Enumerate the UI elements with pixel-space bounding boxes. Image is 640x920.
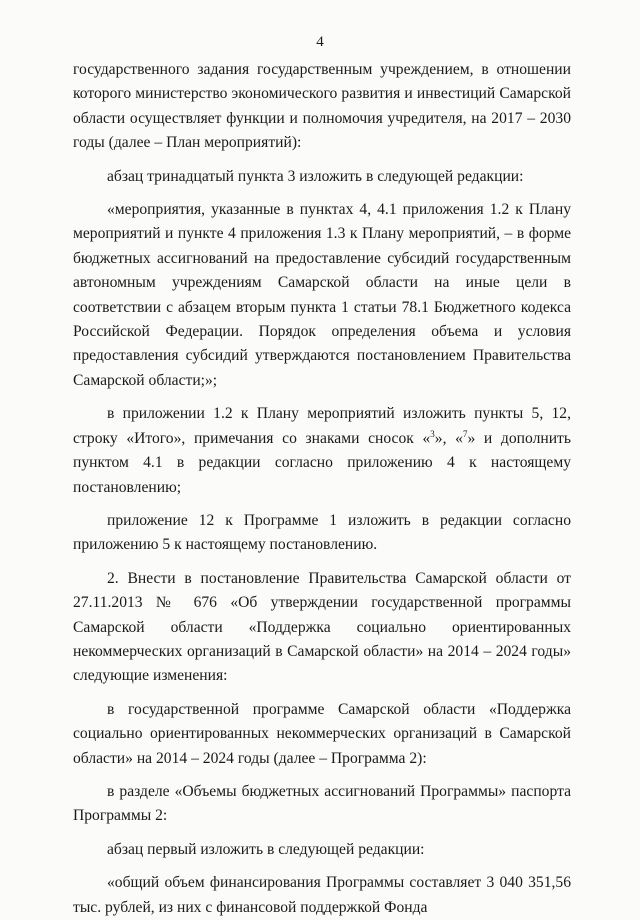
paragraph-4-part-3: » и дополнить пунктом 4.1 в редакции согласно приложению 4 к настоящему постановлению; <box>73 429 571 496</box>
paragraph-4-part-1: в приложении 1.2 к Плану мероприятий изложить пункты 5, 12, строку «Итого», примечания со знаками сносок « <box>73 405 571 447</box>
paragraph-3: «мероприятия, указанные в пунктах 4, 4.1 приложения 1.2 к Плану мероприятий и пункте 4 приложения 1.3 к Плану мероприятий, – в форме бюджетных ассигнований на предоставление субсидий государственным автономным учреждениям Самарской области на иные цели в соответствии с абзацем вторым пункта 1 статьи 78.1 Бюджетного кодекса Российской Федерации. Порядок определения объема и условия предоставления субсидий утверждаются постановлением Правительства Самарской области;»; <box>73 201 571 389</box>
paragraph-9: абзац первый изложить в следующей редакции: <box>107 840 425 858</box>
page-number: 4 <box>316 34 324 50</box>
paragraph-6: 2. Внести в постановление Правительства Самарской области от 27.11.2013 № 676 «Об утверждении государственной программы Самарской области «Поддержка социально ориентированных некоммерческих организаций в Самарской области» на 2014 – 2024 годы» следующие изменения: <box>73 569 571 685</box>
paragraph-7: в государственной программе Самарской области «Поддержка социально ориентированных некоммерческих организаций в Самарской области» на 2014 – 2024 годы (далее – Программа 2): <box>73 700 571 767</box>
body-text <box>73 58 571 920</box>
paragraph-10: «общий объем финансирования Программы составляет 3 040 351,56 тыс. рублей, из них с финансовой поддержкой Фонда <box>73 874 571 916</box>
paragraph-1: государственного задания государственным учреждением, в отношении которого министерство экономического развития и инвестиций Самарской области осуществляет функции и полномочия учредителя, на 2017 – 2030 годы (далее – План мероприятий): <box>73 61 571 152</box>
paragraph-2: абзац тринадцатый пункта 3 изложить в следующей редакции: <box>107 167 524 185</box>
paragraph-4-part-2: », « <box>434 429 463 447</box>
paragraph-8: в разделе «Объемы бюджетных ассигнований Программы» паспорта Программы 2: <box>73 782 571 825</box>
footnote-mark-3: 3 <box>430 428 435 439</box>
footnote-mark-7: 7 <box>462 428 468 439</box>
paragraph-4 <box>73 402 571 500</box>
paragraph-5: приложение 12 к Программе 1 изложить в редакции согласно приложению 5 к настоящему постановлению. <box>73 511 571 554</box>
